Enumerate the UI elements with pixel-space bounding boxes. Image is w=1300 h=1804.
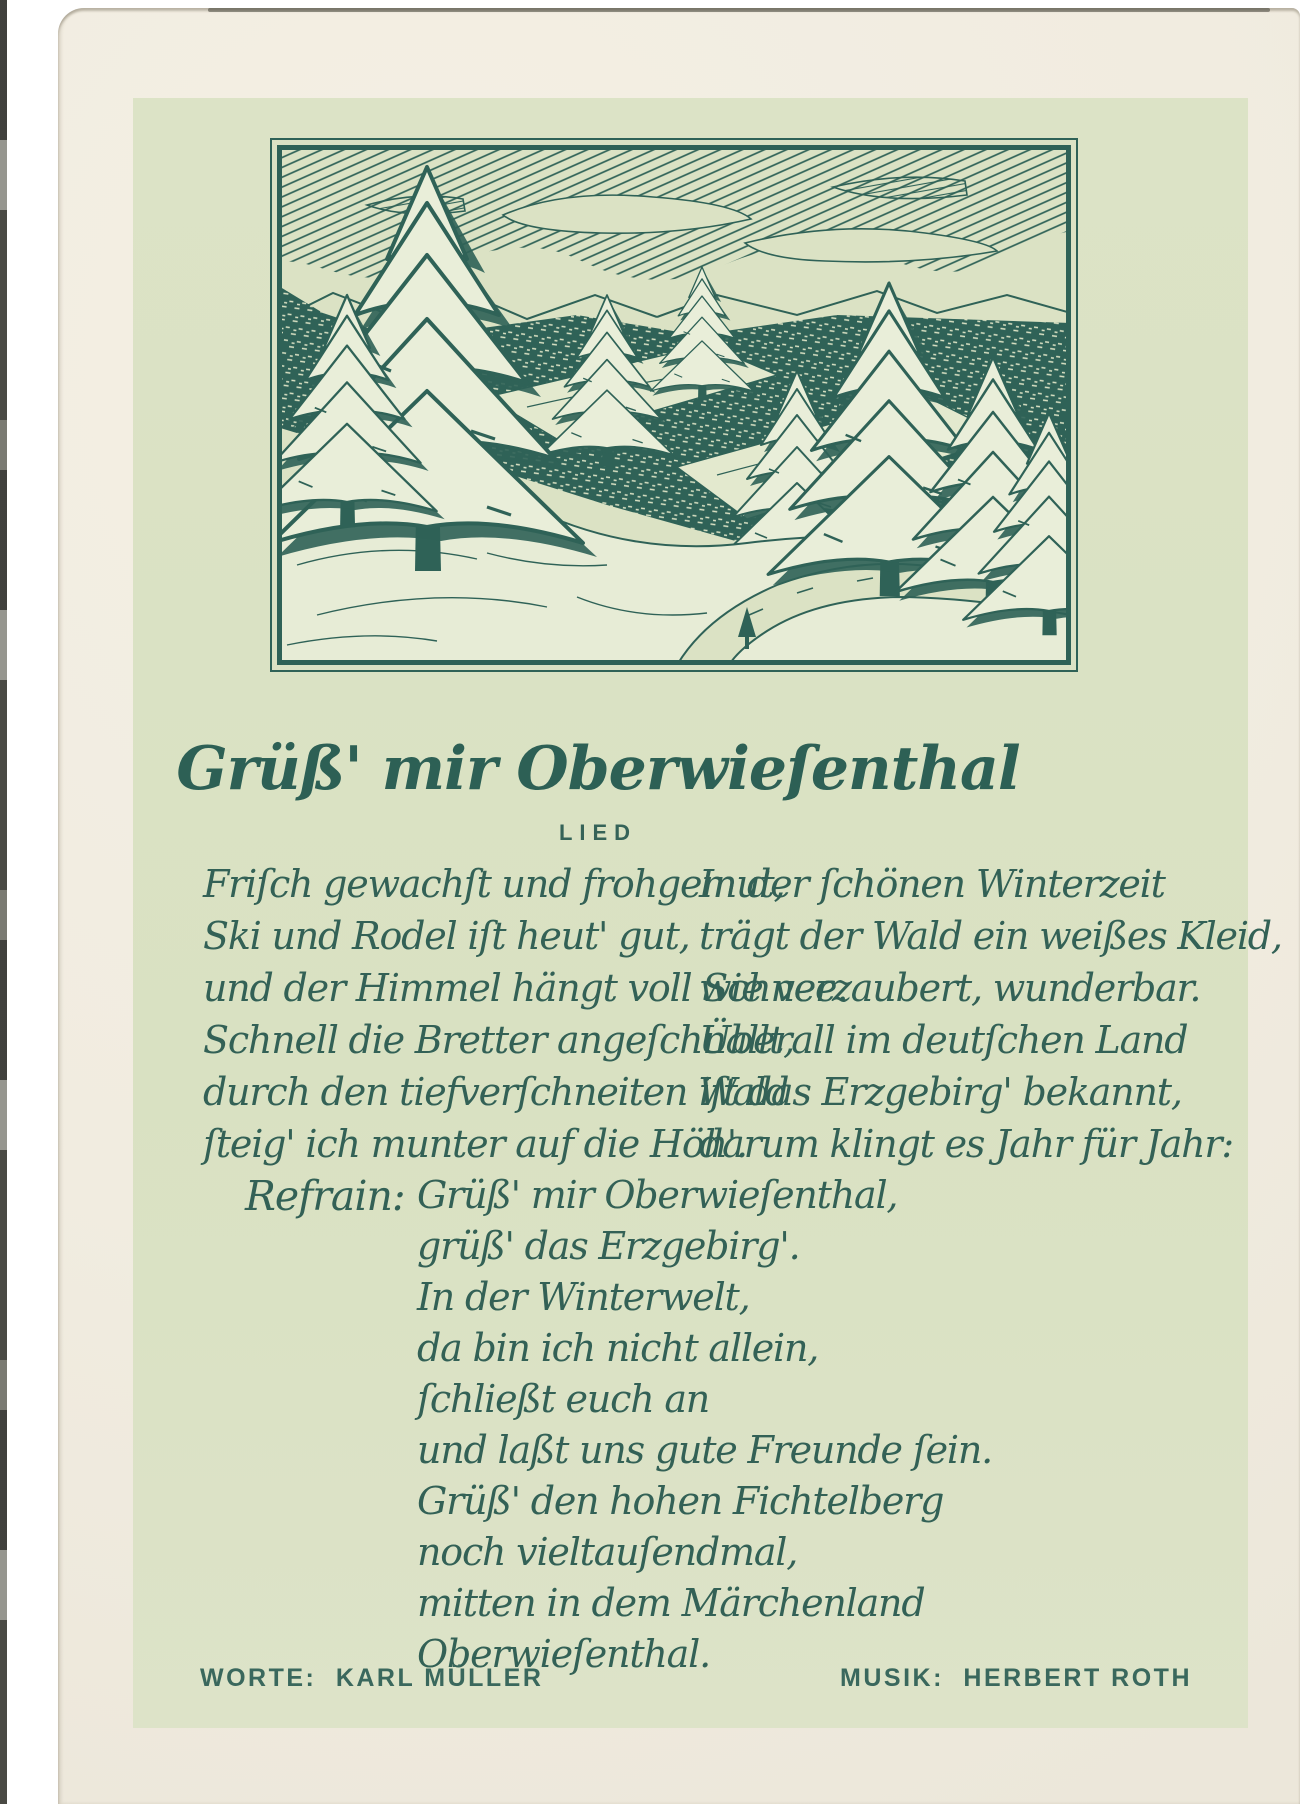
refrain-line: grüß' das Erzgebirg'. — [417, 1224, 800, 1268]
words-name: KARL MÜLLER — [335, 1664, 544, 1692]
refrain-line: noch vieltauſendmal, — [417, 1530, 798, 1574]
refrain-line: Oberwieſenthal. — [417, 1632, 710, 1676]
printed-panel — [133, 98, 1282, 1728]
refrain-block — [417, 1170, 992, 1680]
verse-line: und der Himmel hängt voll Schnee. — [203, 966, 848, 1010]
verse-line: Friſch gewachſt und frohgemut, — [203, 862, 785, 906]
verse-line: darum klingt es Jahr für Jahr: — [699, 1122, 1234, 1166]
verse-line: In der ſchönen Winterzeit — [699, 862, 1165, 906]
credits-row — [200, 1664, 1192, 1693]
refrain-line: In der Winterwelt, — [417, 1275, 750, 1319]
refrain-line: ſchließt euch an — [417, 1377, 710, 1421]
verse-line: ſteig' ich munter auf die Höh'. — [203, 1122, 747, 1166]
words-label: WORTE: — [200, 1664, 317, 1692]
refrain-line: mitten in dem Märchenland — [417, 1581, 925, 1625]
music-label: MUSIK: — [840, 1664, 944, 1692]
woodcut-winter-scene-image — [277, 145, 1071, 665]
verse-line: iſt das Erzgebirg' bekannt, — [699, 1070, 1182, 1114]
music-name: HERBERT ROTH — [963, 1664, 1192, 1692]
song-subtitle: LIED — [558, 820, 638, 845]
refrain-line: und laßt uns gute Freunde ſein. — [417, 1428, 992, 1472]
music-credit — [840, 1664, 1192, 1693]
refrain-line: da bin ich nicht allein, — [417, 1326, 819, 1370]
verse-line: Schnell die Bretter angeſchnallt, — [203, 1018, 794, 1062]
verse-line: Ski und Rodel iſt heut' gut, — [203, 914, 690, 958]
song-title: Grüß' mir Oberwieſenthal — [176, 734, 1020, 804]
words-credit — [200, 1664, 543, 1693]
verse-line: trägt der Wald ein weißes Kleid, — [699, 914, 1282, 958]
verse-column-right — [699, 858, 1282, 1170]
postcard — [58, 8, 1300, 1804]
refrain-label: Refrain: — [245, 1172, 405, 1220]
refrain-line: Grüß' den hohen Fichtelberg — [417, 1479, 944, 1523]
scanner-edge — [0, 0, 7, 1804]
winter-landscape-illustration — [270, 138, 1078, 672]
verse-line: wie verzaubert, wunderbar. — [699, 966, 1201, 1010]
verse-line: Überall im deutſchen Land — [699, 1018, 1188, 1062]
refrain-line: Grüß' mir Oberwieſenthal, — [417, 1173, 898, 1217]
verse-line: durch den tiefverſchneiten Wald — [203, 1070, 789, 1114]
